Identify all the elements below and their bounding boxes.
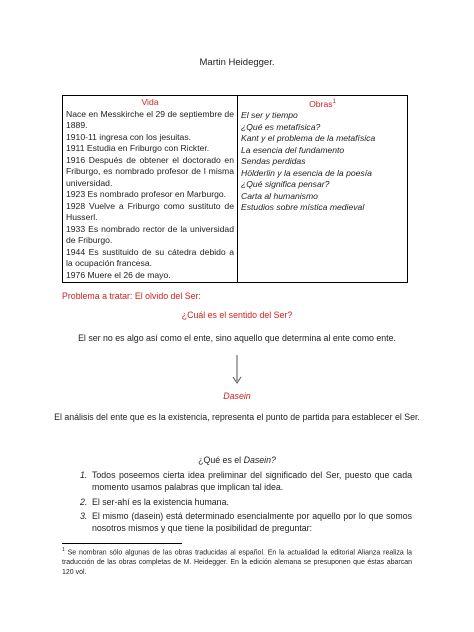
point-text: Todos poseemos cierta idea preliminar del significado del Ser, puesto que cada momento usamos palabras que implican tal idea. xyxy=(92,470,412,492)
vida-item: 1976 Muere el 26 de mayo. xyxy=(66,269,171,280)
vida-item: 1923 Es nombrado profesor en Marburgo. xyxy=(66,189,227,199)
obra-item: ¿Qué significa pensar? xyxy=(241,179,330,190)
dasein-points-list xyxy=(62,470,412,538)
page-title: Martin Heidegger. xyxy=(199,57,275,68)
footnote xyxy=(62,546,412,578)
dasein-analysis: El análisis del ente que es la existencia, representa el punto de partida para establecer el Ser. xyxy=(54,412,420,422)
point-text: El ser-ahí es la existencia humana. xyxy=(92,496,229,507)
dasein-point xyxy=(62,511,412,535)
footnote-marker: 1 xyxy=(62,547,65,553)
obras-header-label: Obras xyxy=(309,98,333,109)
obra-item: Carta al humanismo xyxy=(241,190,318,201)
dasein-question xyxy=(0,455,474,465)
vida-item: 1933 Es nombrado rector de la universidad de Friburgo. xyxy=(66,223,234,245)
footnote-ref[interactable]: 1 xyxy=(332,99,336,105)
obras-column xyxy=(238,96,408,283)
vida-item: 1916 Después de obtener el doctorado en Friburgo, es nombrado profesor de l misma universidad. xyxy=(66,154,234,188)
vida-item: 1911 Estudia en Friburgo con Rickter. xyxy=(66,143,210,153)
footnote-divider xyxy=(62,543,182,544)
point-number: 3. xyxy=(80,511,88,522)
point-number: 2. xyxy=(80,496,88,507)
sentido-question: ¿Cuál es el sentido del Ser? xyxy=(181,310,293,320)
vida-header: Vida xyxy=(141,97,159,107)
obra-item: Sendas perdidas xyxy=(241,156,306,167)
point-number: 1. xyxy=(80,470,88,480)
problema-heading: Problema a tratar: El olvido del Ser: xyxy=(62,291,201,301)
dasein-question-term: Dasein? xyxy=(243,455,276,465)
obras-list xyxy=(241,110,404,214)
obras-header xyxy=(241,97,404,110)
obra-item: Kant y el problema de la metafísica xyxy=(241,133,376,144)
point-text: El mismo (dasein) está determinado esencialmente por aquello por lo que somos nosotros mismos y que tiene la posibilidad de preguntar: xyxy=(92,511,412,534)
biography-table xyxy=(62,95,408,283)
vida-item: 1910-11 ingresa con los jesuitas. xyxy=(66,131,192,142)
ser-claim: El ser no es algo así como el ente, sino aquello que determina al ente como ente. xyxy=(78,333,396,343)
vida-list xyxy=(66,109,234,282)
obra-item: El ser y tiempo xyxy=(241,110,298,121)
vida-item: Nace en Messkirche el 29 de septiembre de 1889. xyxy=(66,108,234,130)
dasein-point xyxy=(62,470,412,494)
obra-item: Estudios sobre mística medieval xyxy=(241,202,365,213)
dasein-heading: Dasein xyxy=(223,391,251,401)
vida-column xyxy=(63,96,238,283)
obra-item: Hölderlin y la esencia de la poesía xyxy=(241,167,372,178)
obra-item: ¿Qué es metafísica? xyxy=(241,121,321,132)
dasein-question-prefix: ¿Qué es el xyxy=(198,455,244,465)
obra-item: La esencia del fundamento xyxy=(241,144,345,155)
vida-item: 1928 Vuelve a Friburgo como sustituto de Husserl. xyxy=(66,200,234,222)
down-arrow-icon xyxy=(231,355,243,385)
dasein-point xyxy=(62,497,412,509)
vida-item: 1944 Es sustituido de su cátedra debido a la ocupación francesa. xyxy=(66,246,234,268)
footnote-text: Se nombran sólo algunas de las obras traducidas al español. En la actualidad la editorial Alianza realiza la traducción de las obras completas de M. Heidegger. En la edición alemana se presuponen que éstas abarcan 120 vol. xyxy=(62,549,412,576)
